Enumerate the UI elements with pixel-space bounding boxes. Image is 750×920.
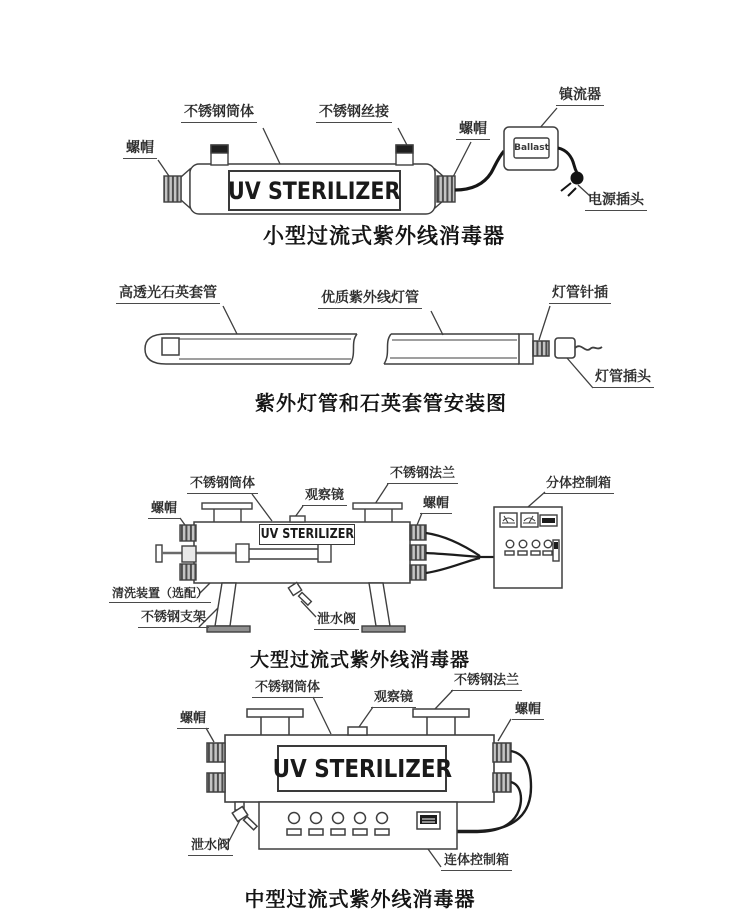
nut-right-1 [410, 525, 426, 540]
device-marking-medium: UV STERILIZER [277, 745, 447, 792]
control-cables-large [426, 533, 494, 573]
label-nut-left-large: 螺帽 [148, 502, 180, 519]
power-cord [558, 148, 577, 173]
label-drain-valve-large: 泄水阀 [314, 613, 359, 630]
nut-right-top [493, 743, 511, 762]
nut-right-3 [410, 565, 426, 580]
label-ballast: 镇流器 [556, 88, 604, 106]
nut-right [437, 176, 455, 202]
power-plug [561, 172, 584, 197]
label-drain-valve-medium: 泄水阀 [188, 839, 233, 856]
indicator-lamp [289, 813, 300, 824]
device-marking-large: UV STERILIZER [259, 524, 355, 545]
outlet-port-cap [396, 145, 413, 153]
nut-left-bottom [180, 564, 196, 580]
label-nut-right-small: 螺帽 [456, 122, 490, 140]
indicator-lamp [333, 813, 344, 824]
label-cylinder-large: 不锈钢筒体 [187, 477, 258, 494]
label-threaded-joint-small: 不锈钢丝接 [316, 105, 392, 123]
nut-left-top [180, 525, 196, 541]
label-bracket: 不锈钢支架 [138, 611, 209, 628]
ballast-marking: Ballast [514, 143, 549, 153]
indicator-lamp [532, 540, 540, 548]
lamp-cable [455, 151, 504, 190]
lamp-sleeve-drawing [145, 306, 602, 388]
nut-right-2 [410, 545, 426, 560]
nut-right-bottom [493, 773, 511, 792]
indicator-lamp [544, 540, 552, 548]
title-medium-sterilizer: 中型过流式紫外线消毒器 [244, 887, 476, 911]
label-nut-left-small: 螺帽 [123, 141, 157, 159]
label-split-control-box: 分体控制箱 [543, 477, 614, 494]
label-nut-left-medium: 螺帽 [177, 712, 209, 729]
lamp-pins [533, 341, 549, 356]
title-large-sterilizer: 大型过流式紫外线消毒器 [249, 649, 470, 671]
uv-lamp-tube [384, 334, 602, 364]
drain-valve-large [288, 583, 311, 606]
label-sight-glass-large: 观察镜 [302, 489, 347, 506]
integrated-control-box [259, 802, 457, 849]
split-control-box [494, 507, 562, 588]
label-flange-medium: 不锈钢法兰 [451, 674, 522, 691]
lamp-plug [555, 338, 575, 358]
label-lamp-pins: 灯管针插 [549, 286, 611, 304]
inlet-port-cap [211, 145, 228, 153]
label-cleaning-device: 清洗装置（选配） [109, 587, 211, 603]
nut-left [164, 176, 181, 202]
nut-left-bottom [207, 773, 225, 792]
plug-wire [575, 346, 602, 350]
label-power-plug: 电源插头 [585, 193, 647, 211]
break-line [350, 334, 357, 364]
label-integrated-control-box: 连体控制箱 [441, 854, 512, 871]
title-lamp-installation: 紫外灯管和石英套管安装图 [255, 391, 507, 415]
title-small-sterilizer: 小型过流式紫外线消毒器 [263, 224, 505, 248]
label-uv-lamp: 优质紫外线灯管 [318, 291, 422, 309]
large-sterilizer-drawing [156, 484, 562, 632]
indicator-lamp [377, 813, 388, 824]
label-cylinder-small: 不锈钢筒体 [181, 105, 257, 123]
label-sight-glass-medium: 观察镜 [371, 691, 416, 708]
sight-glass-port [290, 516, 305, 522]
label-cylinder-medium: 不锈钢筒体 [252, 681, 323, 698]
label-nut-right-large: 螺帽 [420, 497, 452, 514]
support-legs [207, 583, 405, 632]
indicator-lamp [355, 813, 366, 824]
indicator-lamp [311, 813, 322, 824]
sight-glass-port [348, 727, 367, 735]
indicator-lamp [506, 540, 514, 548]
device-marking-small: UV STERILIZER [228, 170, 401, 211]
label-quartz-sleeve: 高透光石英套管 [116, 286, 220, 304]
indicator-lamp [519, 540, 527, 548]
label-nut-right-medium: 螺帽 [512, 703, 544, 720]
sleeve-closed-end [162, 338, 179, 355]
lamp-end-cap [519, 334, 533, 364]
label-lamp-plug: 灯管插头 [592, 370, 654, 388]
label-flange-large: 不锈钢法兰 [387, 467, 458, 484]
nut-left-top [207, 743, 225, 762]
break-line [384, 334, 391, 364]
drain-valve-medium [232, 802, 257, 830]
quartz-sleeve [145, 334, 357, 364]
